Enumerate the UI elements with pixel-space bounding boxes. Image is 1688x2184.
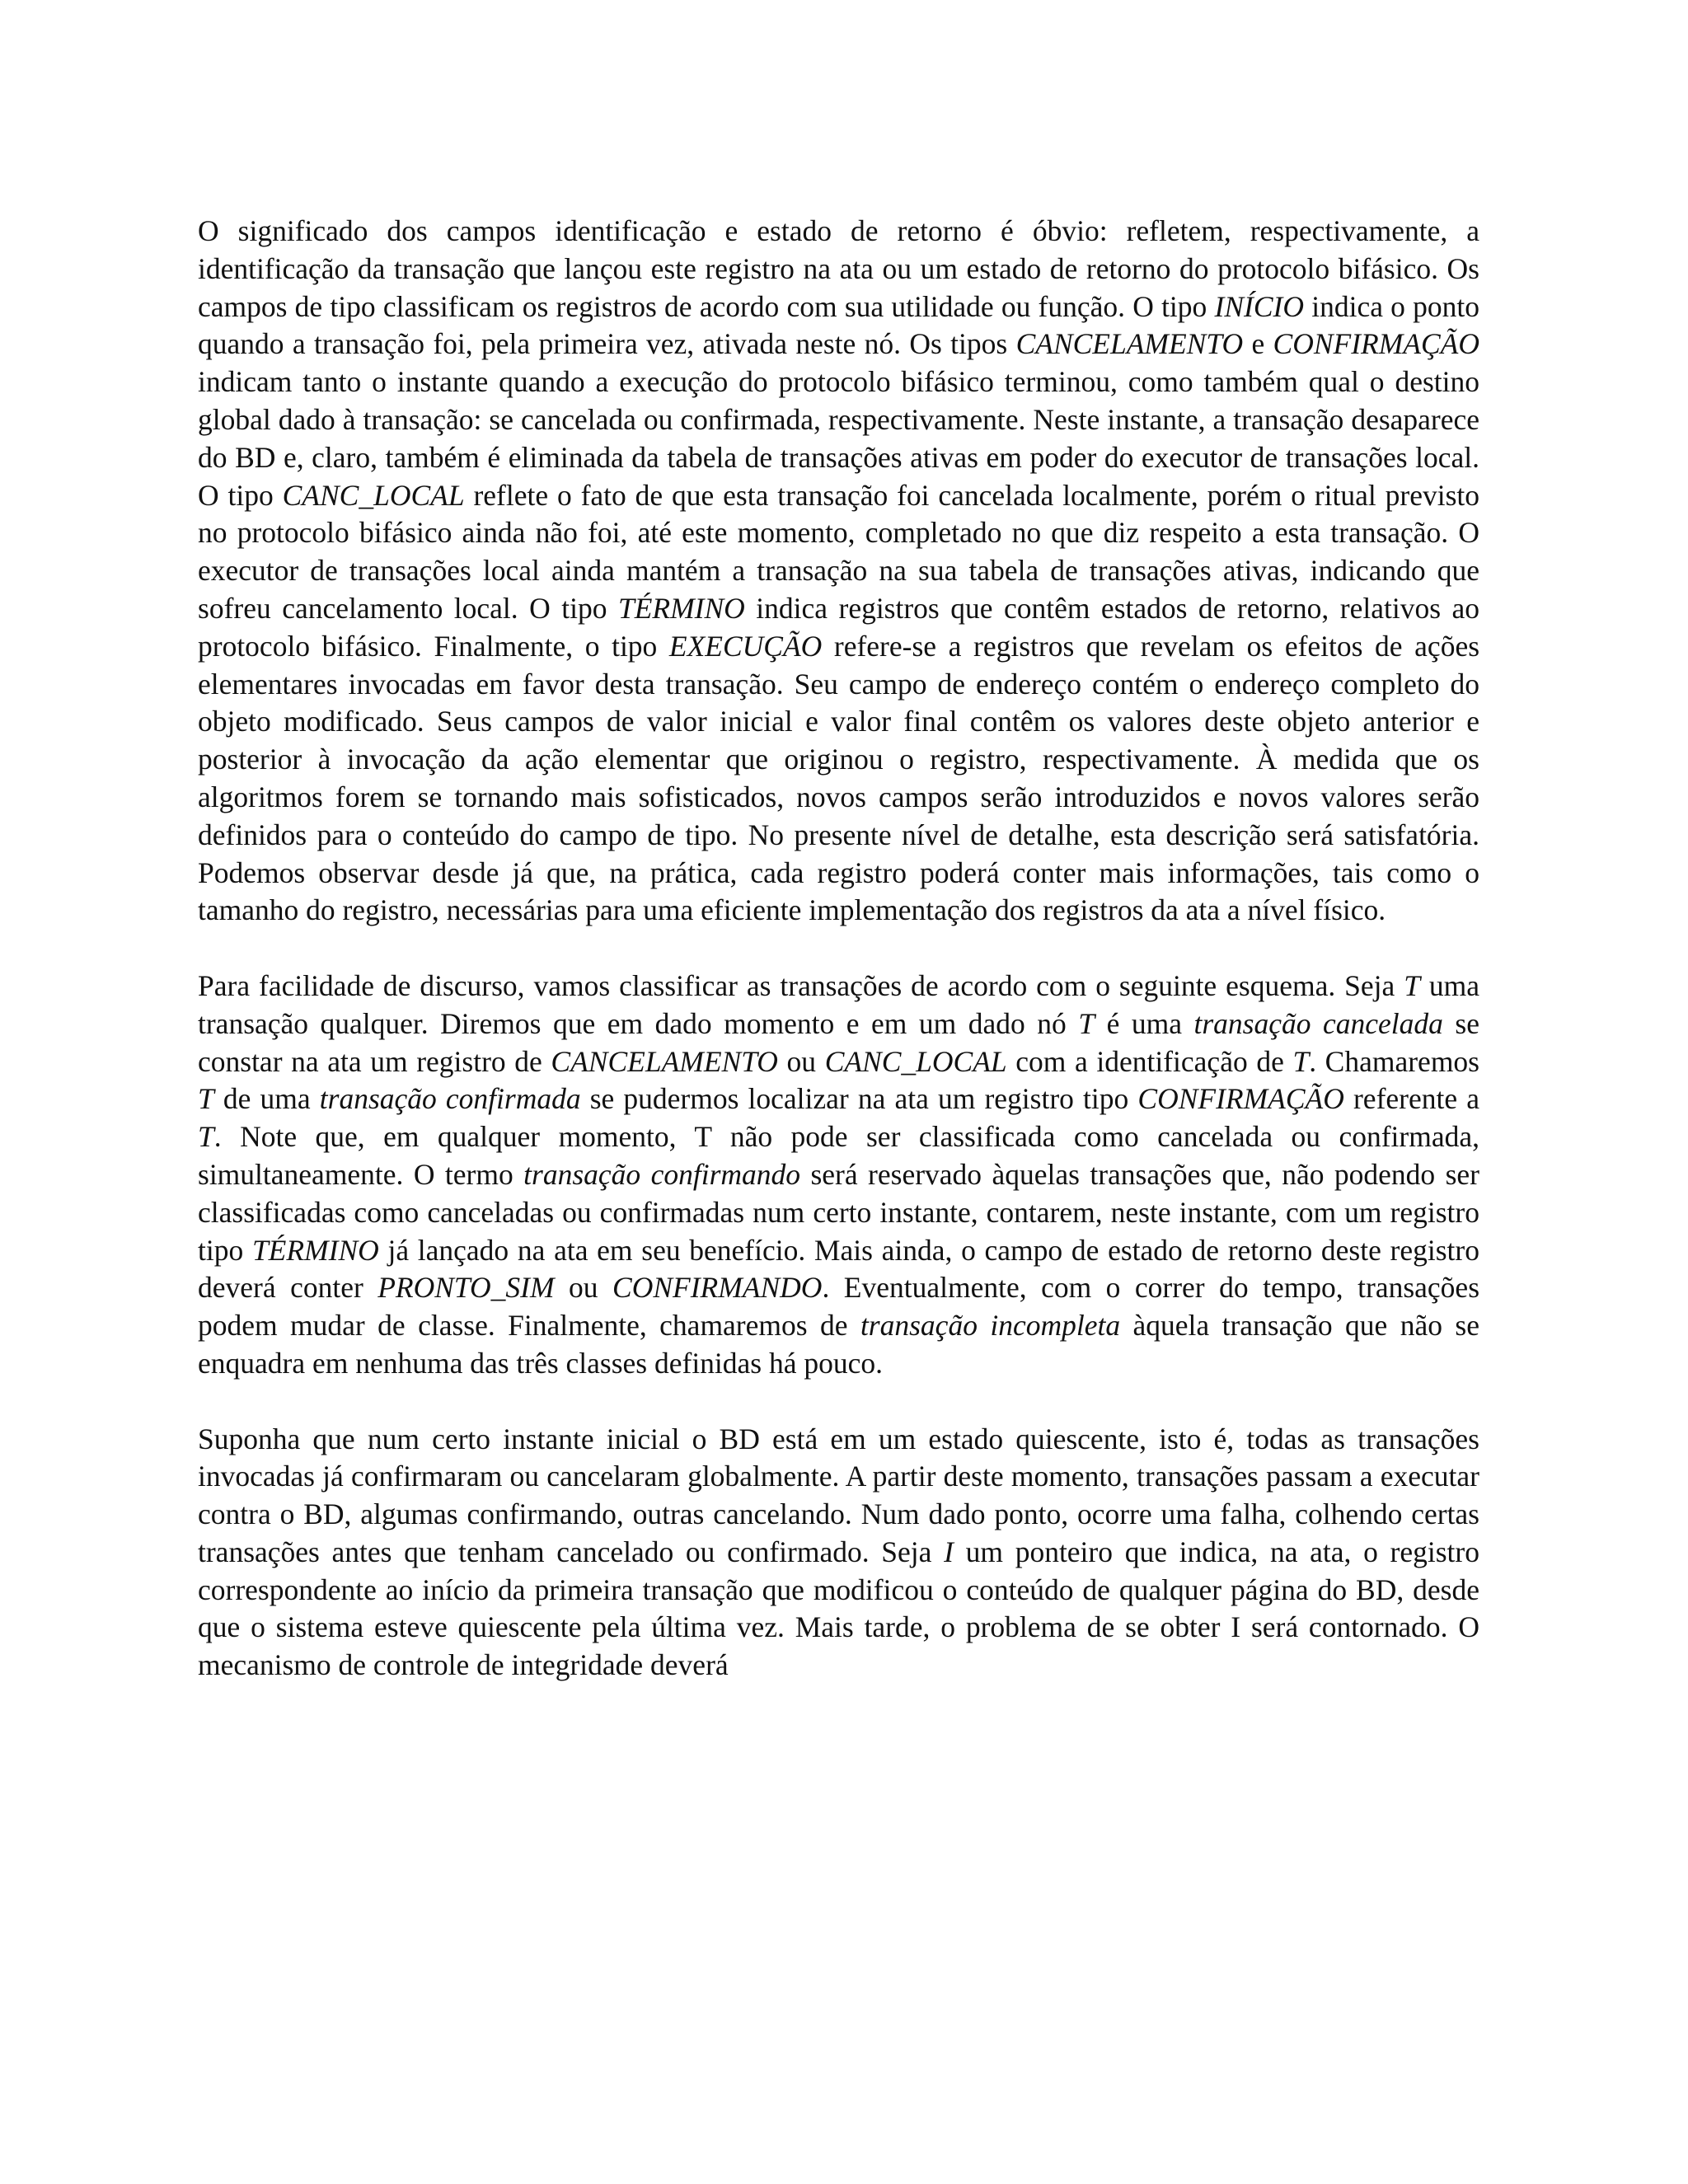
italic-term: T [1292, 1044, 1310, 1078]
text-run: referente a [1343, 1082, 1479, 1116]
text-run: indicam tanto o instante quando a execução do protocolo bifásico terminou, como também qual o destino global dado à transação: se cancelada ou confirmada, respectivamente. Neste instante, a transação desaparece do BD e, claro, também é eliminada da tabela de transações ativas em poder do executor de transações local. O tipo [198, 365, 1479, 512]
italic-term: I [944, 1535, 954, 1568]
italic-term: CONFIRMAÇÃO [1137, 1082, 1344, 1116]
text-run: e [1243, 327, 1273, 361]
text-run: ou [554, 1271, 613, 1305]
italic-term: CANC_LOCAL [282, 478, 465, 512]
italic-term: transação incompleta [860, 1309, 1121, 1343]
text-run: é uma [1095, 1006, 1194, 1040]
paragraph-2 [198, 968, 1479, 1383]
text-run: já lançado na ata em seu benefício. Mais ainda, o campo de estado de retorno deste registro deverá conter [198, 1233, 1479, 1305]
text-run: será reservado àquelas transações que, não podendo ser classificadas como canceladas ou confirmadas num certo instante, contarem, neste instante, com um registro tipo [198, 1157, 1479, 1267]
italic-term: transação confirmando [523, 1157, 801, 1191]
italic-term: transação cancelada [1193, 1006, 1443, 1040]
italic-term: TÉRMINO [617, 591, 745, 625]
italic-term: CANCELAMENTO [1015, 327, 1244, 361]
document-page [198, 213, 1479, 1685]
paragraph-3 [198, 1421, 1479, 1685]
italic-term: CANC_LOCAL [824, 1044, 1007, 1078]
italic-term: T [198, 1120, 214, 1154]
text-run: . Chamaremos [1309, 1044, 1479, 1078]
text-run: com a identificação de [1006, 1044, 1293, 1078]
text-run: refere-se a registros que revelam os efeitos de ações elementares invocadas em favor desta transação. Seu campo de endereço contém o endereço completo do objeto modificado. Seus campos de valor inicial e valor final contêm os valores deste objeto anterior e posterior à invocação da ação elementar que originou o registro, respectivamente. À medida que os algoritmos forem se tornando mais sofisticados, novos campos serão introduzidos e novos valores serão definidos para o conteúdo do campo de tipo. No presente nível de detalhe, esta descrição será satisfatória. Podemos observar desde já que, na prática, cada registro poderá conter mais informações, tais como o tamanho do registro, necessárias para uma eficiente implementação dos registros da ata a nível físico. [198, 629, 1480, 927]
text-run: se pudermos localizar na ata um registro tipo [580, 1082, 1138, 1116]
italic-term: CONFIRMANDO [612, 1271, 823, 1305]
text-run: de uma [213, 1082, 320, 1116]
text-run: . Note que, em qualquer momento, T não pode ser classificada como cancelada ou confirmada, simultaneamente. O termo [198, 1120, 1479, 1191]
italic-term: CANCELAMENTO [551, 1044, 778, 1078]
text-run: reflete o fato de que esta transação foi cancelada localmente, porém o ritual previsto no protocolo bifásico ainda não foi, até este momento, completado no que diz respeito a esta transação. O executor de transações local ainda mantém a transação na sua tabela de transações ativas, indicando que sofreu cancelamento local. O tipo [198, 478, 1479, 625]
italic-term: T [1404, 968, 1420, 1002]
italic-term: TÉRMINO [251, 1233, 379, 1267]
italic-term: transação confirmada [319, 1082, 581, 1116]
text-run: indica registros que contêm estados de retorno, relativos ao protocolo bifásico. Finalmente, o tipo [198, 591, 1479, 663]
text-run: um ponteiro que indica, na ata, o registro correspondente ao início da primeira transação que modificou o conteúdo de qualquer página do BD, desde que o sistema esteve quiescente pela última vez. Mais tarde, o problema de se obter I será contornado. O mecanismo de controle de integridade deverá [198, 1535, 1479, 1682]
text-run: Suponha que num certo instante inicial o BD está em um estado quiescente, isto é, todas as transações invocadas já confirmaram ou cancelaram globalmente. A partir deste momento, transações passam a executar contra o BD, algumas confirmando, outras cancelando. Num dado ponto, ocorre uma falha, colhendo certas transações antes que tenham cancelado ou confirmado. Seja [198, 1422, 1479, 1568]
document-body [198, 213, 1479, 1685]
text-run: se constar na ata um registro de [198, 1006, 1479, 1078]
italic-term: T [198, 1082, 214, 1116]
text-run: O significado dos campos identificação e estado de retorno é óbvio: refletem, respectivamente, a identificação da transação que lançou este registro na ata ou um estado de retorno do protocolo bifásico. Os campos de tipo classificam os registros de acordo com sua utilidade ou função. O tipo [198, 214, 1479, 323]
text-run: . Eventualmente, com o correr do tempo, transações podem mudar de classe. Finalmente, chamaremos de [198, 1271, 1480, 1343]
italic-term: T [1078, 1006, 1095, 1040]
text-run: uma transação qualquer. Diremos que em dado momento e em um dado nó [198, 968, 1479, 1040]
text-run: ou [777, 1044, 825, 1078]
italic-term: CONFIRMAÇÃO [1273, 327, 1479, 361]
italic-term: PRONTO_SIM [377, 1271, 555, 1305]
text-run: àquela transação que não se enquadra em nenhuma das três classes definidas há pouco. [198, 1309, 1479, 1380]
paragraph-1 [198, 213, 1479, 930]
italic-term: INÍCIO [1214, 289, 1304, 323]
text-run: Para facilidade de discurso, vamos classificar as transações de acordo com o seguinte esquema. Seja [198, 968, 1404, 1002]
text-run: indica o ponto quando a transação foi, pela primeira vez, ativada neste nó. Os tipos [198, 289, 1480, 361]
italic-term: EXECUÇÃO [668, 629, 823, 663]
